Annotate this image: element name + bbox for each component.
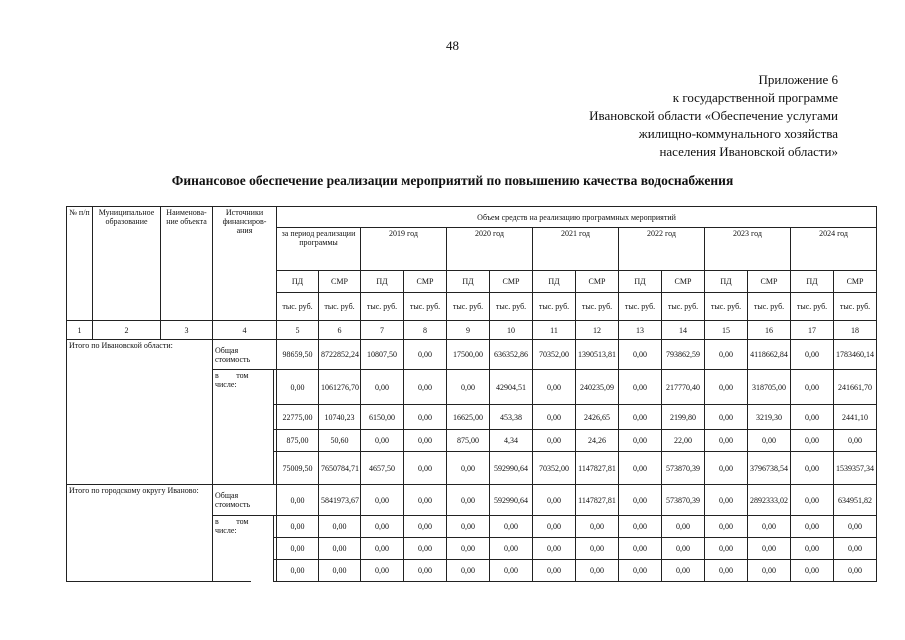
value-cell: 0,00 [705, 430, 748, 452]
value-cell: 24,26 [576, 430, 619, 452]
value-cell: 0,00 [705, 405, 748, 430]
incl-label [213, 516, 251, 582]
column-number: 2 [93, 321, 161, 340]
value-cell: 1061276,70 [319, 370, 361, 405]
value-cell: 4118662,84 [748, 340, 791, 370]
header-year: 2021 год [533, 228, 619, 271]
value-cell: 0,00 [361, 538, 404, 560]
value-cell: 453,38 [490, 405, 533, 430]
value-cell: 0,00 [791, 538, 834, 560]
value-cell: 0,00 [834, 430, 877, 452]
value-cell: 573870,39 [662, 452, 705, 485]
value-cell: 0,00 [404, 560, 447, 582]
value-cell: 0,00 [619, 430, 662, 452]
table-row-total [67, 340, 877, 370]
value-cell: 0,00 [705, 485, 748, 516]
value-cell: 0,00 [490, 538, 533, 560]
value-cell: 0,00 [404, 538, 447, 560]
value-cell: 22775,00 [277, 405, 319, 430]
header-unit: тыс. руб. [619, 293, 662, 321]
section-name: Итого по Ивановской области: [67, 340, 213, 485]
value-cell: 0,00 [447, 452, 490, 485]
value-cell: 0,00 [533, 538, 576, 560]
value-cell: 0,00 [447, 370, 490, 405]
value-cell: 70352,00 [533, 452, 576, 485]
value-cell: 1147827,81 [576, 452, 619, 485]
value-cell: 8722852,24 [319, 340, 361, 370]
value-cell: 0,00 [834, 516, 877, 538]
header-pd: ПД [447, 271, 490, 293]
header-pd: ПД [361, 271, 404, 293]
header-year: 2019 год [361, 228, 447, 271]
value-cell: 4,34 [490, 430, 533, 452]
header-unit: тыс. руб. [576, 293, 619, 321]
header-unit: тыс. руб. [361, 293, 404, 321]
column-number: 11 [533, 321, 576, 340]
value-cell: 0,00 [404, 516, 447, 538]
column-number: 7 [361, 321, 404, 340]
value-cell: 0,00 [619, 405, 662, 430]
column-number: 17 [791, 321, 834, 340]
value-cell: 0,00 [490, 560, 533, 582]
incl-label-word: в [215, 371, 219, 380]
value-cell: 0,00 [447, 560, 490, 582]
total-cost-label: Общая стоимость [213, 340, 277, 370]
header-unit: тыс. руб. [791, 293, 834, 321]
section-name: Итого по городскому округу Иваново: [67, 485, 213, 582]
header-year: 2022 год [619, 228, 705, 271]
header-object: Наименова-ние объекта [161, 207, 213, 321]
column-number: 16 [748, 321, 791, 340]
value-cell: 0,00 [662, 538, 705, 560]
value-cell: 0,00 [619, 485, 662, 516]
column-number: 6 [319, 321, 361, 340]
value-cell: 17500,00 [447, 340, 490, 370]
value-cell: 0,00 [619, 560, 662, 582]
incl-label-word: числе: [215, 380, 237, 389]
value-cell: 0,00 [361, 516, 404, 538]
value-cell: 240235,09 [576, 370, 619, 405]
value-cell: 0,00 [619, 538, 662, 560]
value-cell: 22,00 [662, 430, 705, 452]
table-row-total [67, 485, 877, 516]
column-number: 4 [213, 321, 277, 340]
header-unit: тыс. руб. [319, 293, 361, 321]
value-cell: 3219,30 [748, 405, 791, 430]
value-cell: 0,00 [748, 516, 791, 538]
value-cell: 0,00 [319, 538, 361, 560]
value-cell: 0,00 [791, 370, 834, 405]
value-cell: 0,00 [361, 430, 404, 452]
header-smr: СМР [748, 271, 791, 293]
document-title: Финансовое обеспечение реализации мероприятий по повышению качества водоснабжения [171, 173, 734, 188]
value-cell: 2426,65 [576, 405, 619, 430]
value-cell: 592990,64 [490, 485, 533, 516]
value-cell: 0,00 [361, 370, 404, 405]
column-number: 12 [576, 321, 619, 340]
value-cell: 573870,39 [662, 485, 705, 516]
table-body [67, 340, 877, 582]
header-year: 2024 год [791, 228, 877, 271]
value-cell: 0,00 [791, 430, 834, 452]
value-cell: 0,00 [705, 560, 748, 582]
value-cell: 0,00 [619, 516, 662, 538]
value-cell: 6150,00 [361, 405, 404, 430]
header-sources: Источники финансиров-ания [213, 207, 277, 321]
value-cell: 0,00 [619, 370, 662, 405]
value-cell: 0,00 [533, 370, 576, 405]
table-header [67, 207, 877, 340]
value-cell: 42904,51 [490, 370, 533, 405]
value-cell: 3796738,54 [748, 452, 791, 485]
value-cell: 0,00 [404, 452, 447, 485]
value-cell: 0,00 [705, 340, 748, 370]
value-cell: 0,00 [361, 485, 404, 516]
header-unit: тыс. руб. [490, 293, 533, 321]
value-cell: 4657,50 [361, 452, 404, 485]
header-unit: тыс. руб. [277, 293, 319, 321]
incl-label-word: числе: [215, 526, 237, 535]
appendix-line: населения Ивановской области» [659, 144, 838, 159]
value-cell: 0,00 [748, 560, 791, 582]
value-cell: 0,00 [319, 560, 361, 582]
header-unit: тыс. руб. [533, 293, 576, 321]
value-cell: 0,00 [447, 538, 490, 560]
value-cell: 0,00 [447, 485, 490, 516]
header-no: № п/п [67, 207, 93, 321]
column-number: 1 [67, 321, 93, 340]
value-cell: 50,60 [319, 430, 361, 452]
value-cell: 0,00 [533, 485, 576, 516]
value-cell: 0,00 [791, 485, 834, 516]
value-cell: 0,00 [576, 560, 619, 582]
header-smr: СМР [404, 271, 447, 293]
value-cell: 75009,50 [277, 452, 319, 485]
column-number-row [67, 321, 877, 340]
value-cell: 793862,59 [662, 340, 705, 370]
column-number: 15 [705, 321, 748, 340]
value-cell: 0,00 [277, 370, 319, 405]
value-cell: 0,00 [748, 430, 791, 452]
header-smr: СМР [490, 271, 533, 293]
value-cell: 0,00 [662, 560, 705, 582]
header-unit: тыс. руб. [662, 293, 705, 321]
value-cell: 634951,82 [834, 485, 877, 516]
value-cell: 0,00 [791, 516, 834, 538]
value-cell: 0,00 [705, 516, 748, 538]
total-cost-label: Общая стоимость [213, 485, 277, 516]
incl-label [213, 370, 251, 485]
value-cell: 0,00 [447, 516, 490, 538]
value-cell: 0,00 [791, 340, 834, 370]
header-smr: СМР [834, 271, 877, 293]
value-cell: 1539357,34 [834, 452, 877, 485]
value-cell: 241661,70 [834, 370, 877, 405]
header-unit: тыс. руб. [404, 293, 447, 321]
value-cell: 0,00 [576, 538, 619, 560]
spacer-cell [251, 370, 274, 485]
value-cell: 0,00 [619, 340, 662, 370]
header-pd: ПД [619, 271, 662, 293]
header-smr: СМР [319, 271, 361, 293]
value-cell: 0,00 [619, 452, 662, 485]
value-cell: 0,00 [791, 405, 834, 430]
incl-label-word: том [236, 371, 249, 380]
header-pd: ПД [277, 271, 319, 293]
header-unit: тыс. руб. [834, 293, 877, 321]
column-number: 5 [277, 321, 319, 340]
value-cell: 0,00 [319, 516, 361, 538]
value-cell: 0,00 [533, 560, 576, 582]
value-cell: 0,00 [404, 340, 447, 370]
value-cell: 0,00 [404, 370, 447, 405]
value-cell: 0,00 [791, 452, 834, 485]
header-year: 2023 год [705, 228, 791, 271]
value-cell: 5841973,67 [319, 485, 361, 516]
value-cell: 2199,80 [662, 405, 705, 430]
column-number: 9 [447, 321, 490, 340]
page-number: 48 [446, 38, 459, 53]
incl-label-word: в [215, 517, 219, 526]
value-cell: 0,00 [404, 485, 447, 516]
value-cell: 636352,86 [490, 340, 533, 370]
value-cell: 0,00 [277, 560, 319, 582]
value-cell: 0,00 [490, 516, 533, 538]
header-pd: ПД [533, 271, 576, 293]
value-cell: 318705,00 [748, 370, 791, 405]
value-cell: 592990,64 [490, 452, 533, 485]
value-cell: 7650784,71 [319, 452, 361, 485]
header-smr: СМР [576, 271, 619, 293]
value-cell: 98659,50 [277, 340, 319, 370]
header-unit: тыс. руб. [748, 293, 791, 321]
value-cell: 0,00 [533, 516, 576, 538]
value-cell: 0,00 [705, 538, 748, 560]
column-number: 13 [619, 321, 662, 340]
value-cell: 0,00 [834, 538, 877, 560]
value-cell: 0,00 [705, 452, 748, 485]
financing-table [66, 206, 877, 582]
spacer-cell [251, 516, 274, 582]
value-cell: 0,00 [576, 516, 619, 538]
value-cell: 0,00 [277, 516, 319, 538]
header-volume: Объем средств на реализацию программных мероприятий [277, 207, 877, 228]
appendix-line: Приложение 6 [758, 72, 838, 87]
value-cell: 0,00 [404, 405, 447, 430]
value-cell: 0,00 [834, 560, 877, 582]
value-cell: 0,00 [662, 516, 705, 538]
value-cell: 875,00 [277, 430, 319, 452]
value-cell: 70352,00 [533, 340, 576, 370]
column-number: 18 [834, 321, 877, 340]
header-year: 2020 год [447, 228, 533, 271]
value-cell: 2441,10 [834, 405, 877, 430]
header-unit: тыс. руб. [447, 293, 490, 321]
column-number: 8 [404, 321, 447, 340]
value-cell: 0,00 [748, 538, 791, 560]
appendix-line: Ивановской области «Обеспечение услугами [589, 108, 838, 123]
appendix-line: жилищно-коммунального хозяйства [638, 126, 838, 141]
header-pd: ПД [791, 271, 834, 293]
value-cell: 0,00 [361, 560, 404, 582]
value-cell: 0,00 [791, 560, 834, 582]
value-cell: 10740,23 [319, 405, 361, 430]
header-municipality: Муниципальное образование [93, 207, 161, 321]
header-period-all: за период реализации программы [277, 228, 361, 271]
column-number: 3 [161, 321, 213, 340]
value-cell: 0,00 [277, 485, 319, 516]
column-number: 10 [490, 321, 533, 340]
value-cell: 16625,00 [447, 405, 490, 430]
value-cell: 0,00 [533, 430, 576, 452]
column-number: 14 [662, 321, 705, 340]
appendix-note [589, 71, 838, 161]
value-cell: 10807,50 [361, 340, 404, 370]
header-pd: ПД [705, 271, 748, 293]
value-cell: 1783460,14 [834, 340, 877, 370]
value-cell: 0,00 [404, 430, 447, 452]
header-smr: СМР [662, 271, 705, 293]
value-cell: 0,00 [277, 538, 319, 560]
value-cell: 875,00 [447, 430, 490, 452]
value-cell: 217770,40 [662, 370, 705, 405]
appendix-line: к государственной программе [672, 90, 838, 105]
value-cell: 2892333,02 [748, 485, 791, 516]
incl-label-word: том [236, 517, 249, 526]
value-cell: 1147827,81 [576, 485, 619, 516]
value-cell: 1390513,81 [576, 340, 619, 370]
value-cell: 0,00 [533, 405, 576, 430]
header-unit: тыс. руб. [705, 293, 748, 321]
value-cell: 0,00 [705, 370, 748, 405]
